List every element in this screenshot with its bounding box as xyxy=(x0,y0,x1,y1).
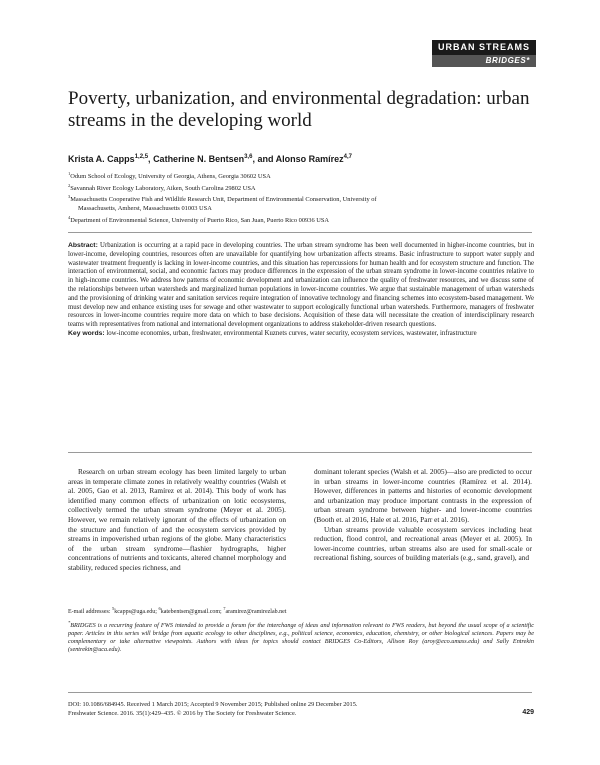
email-link[interactable]: kcapps@uga.edu xyxy=(114,609,156,615)
affiliation xyxy=(68,214,538,226)
body-paragraph: Urban streams provide valuable ecosystem services including heat reduction, flood control, and recreational areas (Meyer et al. 2005). In lower-income countries, urban streams also are used for small-scale or recreational fishing, sources of building materials (e.g., sand, gravel), and xyxy=(314,524,532,563)
affil-sup: 2 xyxy=(68,182,71,188)
divider-bottom xyxy=(68,452,532,453)
author-name: Krista A. Capps xyxy=(68,154,135,164)
author-affil-sup: 1,2,5 xyxy=(134,154,149,160)
body-paragraph: dominant tolerant species (Walsh et al. 2005)—also are predicted to occur in urban streams in lower-income countries (Ramírez et al. 2014). However, differences in patterns and histories of economic development and urbanization may produce important contrasts in the expression of urban stream syndrome between higher- and lower-income countries (Booth et. al 2016, Hale et al. 2016, Parr et al. 2016). xyxy=(314,467,532,524)
affiliation xyxy=(68,193,538,205)
divider-footer xyxy=(68,692,532,693)
body-column-left xyxy=(68,467,286,573)
doi-line: DOI: 10.1086/684945. Received 1 March 2015; Accepted 9 November 2015; Published online 29 December 2015. xyxy=(68,701,358,708)
abstract-text: Urbanization is occurring at a rapid pace in developing countries. The urban stream syndrome has been well documented in higher-income countries, but in lower-income, developing countries, resources often are unavailable for quantifying how urbanization affects streams. Basic infrastructure to support water supply and wastewater treatment frequently is lacking in lower-income countries, and this situation has repercussions for human health and for ecosystem structure and function. The interaction of environmental, social, and economic factors may produce differences in the expression of the urban stream syndrome in lower-income countries relative to in high-income countries. We address how patterns of economic development and urbanization can influence the quality of freshwater resources, and we discuss some of the relationships between urban watersheds and marginalized human populations in lower-income countries. We argue that sustainable management of urban watersheds and the provisioning of drinking water and sanitation services require integration of innovative technology and financing schemes into ecosystem-based management. We must develop new and enhance existing uses for sewage and other wastewater to support ecologically functional urban watersheds. Furthermore, managers of freshwater resources in lower-income countries require more data on which to base decisions. Acquisition of these data will necessitate the creation of interdisciplinary research teams with representatives from national and international development organizations to address stakeholder-driven research questions. xyxy=(68,242,534,329)
affiliation xyxy=(68,182,538,194)
abstract-paragraph xyxy=(68,242,534,330)
author-sep: , xyxy=(148,154,154,164)
author-name: Catherine N. Bentsen xyxy=(153,154,245,164)
article-title: Poverty, urbanization, and environmental degradation: urban streams in the developing world xyxy=(68,88,530,131)
affiliation xyxy=(68,170,538,182)
email-link[interactable]: katebentsen@gmail.com xyxy=(160,609,221,615)
page-number: 429 xyxy=(522,709,534,716)
email-label: E-mail addresses: xyxy=(68,609,112,615)
keywords-paragraph xyxy=(68,330,534,339)
email-sup: 5 xyxy=(112,606,115,611)
series-badge-top: URBAN STREAMS xyxy=(432,40,536,55)
author-affil-sup: 3,6 xyxy=(244,154,253,160)
footnote-marker: * xyxy=(68,620,71,625)
affil-text: Savannah River Ecology Laboratory, Aiken, South Carolina 29802 USA xyxy=(70,184,256,192)
body-paragraph: Research on urban stream ecology has been limited largely to urban areas in temperate climate zones in relatively wealthy countries (Walsh et al. 2005, Gao et al. 2013, Ramírez et al. 2014). This body of work has identified many common effects of urbanization on lotic ecosystems, collectively termed the urban stream syndrome (Meyer et al. 2005). However, we remain relatively ignorant of the effects of urbanization on the structure and function of and the ecosystem services provided by streams in impoverished urban regions of the globe. Many characteristics of the urban stream syndrome—flashier hydrographs, higher concentrations of nutrients and toxicants, altered channel morphology and stability, reduced species richness, and xyxy=(68,467,286,572)
keywords-text: low-income economies, urban, freshwater, environmental Kuznets curves, water security, ecosystem services, wastewater, infrastructure xyxy=(106,329,477,337)
body-column-right xyxy=(314,467,532,563)
author-name: Alonso Ramírez xyxy=(275,154,344,164)
email-sup: 7 xyxy=(223,606,226,611)
abstract-block xyxy=(68,242,534,339)
divider-top xyxy=(68,232,532,233)
keywords-label: Key words: xyxy=(68,329,105,337)
bridges-footnote xyxy=(68,619,534,654)
affil-text: Odum School of Ecology, University of Georgia, Athens, Georgia 30602 USA xyxy=(70,173,271,181)
affiliation-continued xyxy=(68,205,538,214)
email-link[interactable]: aramirez@ramirezlab.net xyxy=(225,609,287,615)
abstract-label: Abstract: xyxy=(68,242,98,249)
affil-text: Massachusetts Cooperative Fish and Wildlife Research Unit, Department of Environmental Conservation, University of xyxy=(70,196,377,204)
author-sep: , and xyxy=(252,154,276,164)
affil-text: Department of Environmental Science, University of Puerto Rico, San Juan, Puerto Rico 00936 USA xyxy=(70,216,330,224)
footnote-text: BRIDGES is a recurring feature of FWS intended to provide a forum for the interchange of ideas and information relevant to FWS readers, but beyond the usual scope of a scientific paper. Articles in this series will bridge from aquatic ecology to other disciplines, e.g., political science, economics, education, chemistry, or other biological sciences. Papers may be complementary or take alternative viewpoints. Authors with ideas for topics should contact BRIDGES Co-Editors, Allison Roy (aroy@eco.umass.edu) and Sally Entrekin (sentrekin@uca.edu). xyxy=(68,622,534,654)
affil-sup: 4 xyxy=(68,214,71,220)
author-affil-sup: 4,7 xyxy=(343,154,352,160)
author-list xyxy=(68,154,352,164)
series-badge xyxy=(432,40,536,67)
email-addresses: E-mail addresses: $^5$kcapps@uga.edu; $^6$katebentsen@gmail.com; $^7$aramirez@ramirezlab.net xyxy=(68,606,287,615)
email-sup: 6 xyxy=(158,606,161,611)
journal-line: Freshwater Science. 2016. 35(1):429–435. © 2016 by The Society for Freshwater Science. xyxy=(68,710,297,717)
affil-text: Massachusetts, Amherst, Massachusetts 01003 USA xyxy=(78,205,212,213)
affiliations xyxy=(68,170,538,225)
affil-sup: 3 xyxy=(68,194,71,200)
publication-info xyxy=(68,700,534,718)
series-badge-bottom: BRIDGES* xyxy=(432,55,536,67)
affil-sup: 1 xyxy=(68,171,71,176)
